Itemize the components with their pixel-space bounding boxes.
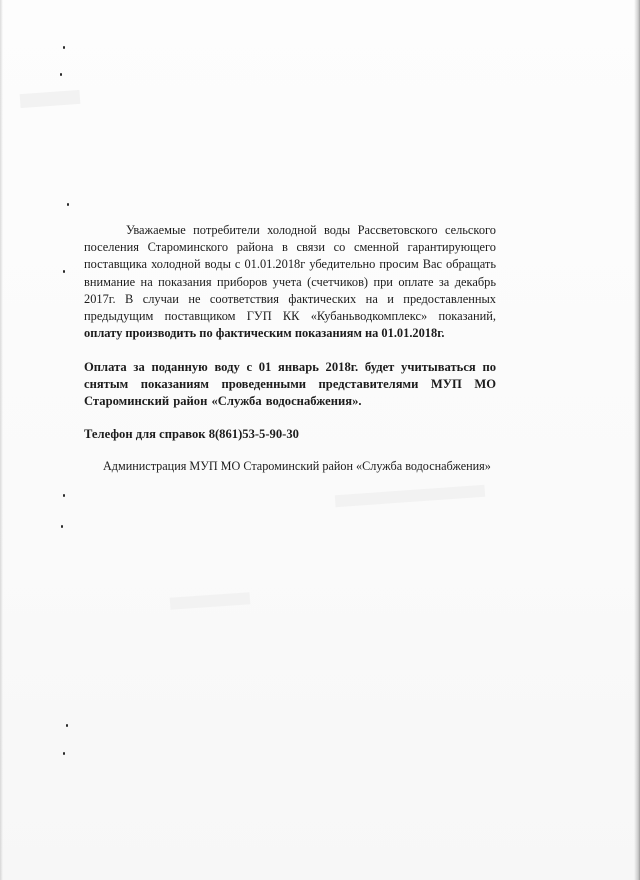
scan-speck — [63, 494, 65, 497]
scan-speck — [63, 752, 65, 755]
scan-speck — [63, 46, 65, 49]
scan-speck — [61, 525, 63, 528]
notice-paragraph-1-emphasis: оплату производить по фактическим показаниям на 01.01.2018г. — [84, 326, 445, 341]
scan-speck — [66, 724, 68, 727]
signature-line: Администрация МУП МО Староминский район «Служба водоснабжения» — [103, 459, 491, 473]
notice-paragraph-1 — [84, 222, 496, 342]
phone-line: Телефон для справок 8(861)53-5-90-30 — [84, 427, 299, 442]
bleed-through-mark — [170, 592, 251, 610]
scan-shadow-left — [0, 0, 3, 880]
scan-shadow-right — [634, 0, 640, 880]
notice-body — [84, 222, 496, 442]
scan-speck — [67, 203, 69, 206]
scan-speck — [60, 73, 62, 76]
bleed-through-mark — [335, 485, 485, 507]
notice-paragraph-2: Оплата за поданную воду с 01 январь 2018г. будет учитываться по снятым показаниям проведенными представителями МУП МО Староминский район «Служба водоснабжения». — [84, 360, 496, 408]
notice-paragraph-1-text: Уважаемые потребители холодной воды Рассветовского сельского поселения Староминского района в связи со сменной гарантирующего поставщика холодной воды с 01.01.2018г убедительно просим Вас обращать внимание на показания приборов учета (счетчиков) при оплате за декабрь 2017г. В случаи не соответствия фактических на и предоставленных предыдущим поставщиком ГУП КК «Кубаньводкомплекс» показаний, — [84, 223, 496, 324]
scan-speck — [63, 270, 65, 273]
bleed-through-mark — [20, 90, 81, 108]
